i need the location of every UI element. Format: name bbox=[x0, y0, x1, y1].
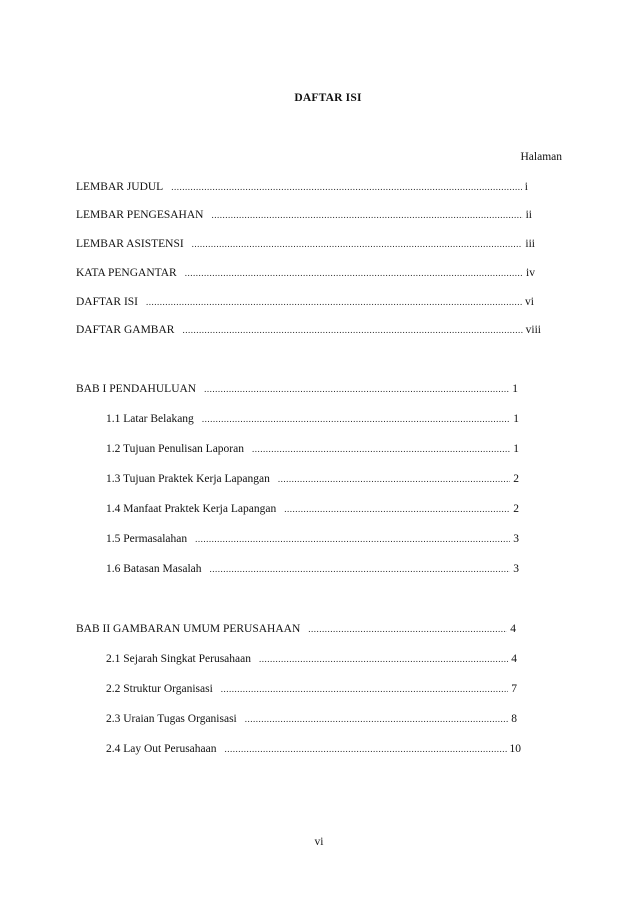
toc-entry-daftar-isi bbox=[76, 294, 534, 310]
dot-leader bbox=[252, 441, 510, 457]
toc-section-1-5 bbox=[106, 531, 519, 547]
toc-section-page: 2 bbox=[513, 503, 519, 515]
dot-leader bbox=[195, 531, 510, 547]
toc-entry-page: iv bbox=[526, 267, 535, 279]
dot-leader bbox=[308, 621, 507, 637]
toc-entry-label: LEMBAR ASISTENSI bbox=[76, 238, 184, 250]
toc-section-label: 1.3 Tujuan Praktek Kerja Lapangan bbox=[106, 473, 270, 485]
toc-entry-lembar-asistensi bbox=[76, 236, 535, 252]
page-number: vi bbox=[314, 836, 324, 848]
toc-entry-page: viii bbox=[525, 324, 541, 336]
toc-entry-lembar-judul bbox=[76, 179, 528, 195]
toc-section-2-4 bbox=[106, 741, 521, 757]
toc-section-2-2 bbox=[106, 681, 517, 697]
toc-section-label: 1.6 Batasan Masalah bbox=[106, 563, 202, 575]
dot-leader bbox=[259, 651, 508, 667]
toc-entry-label: LEMBAR JUDUL bbox=[76, 181, 164, 193]
toc-chapter-label: BAB I PENDAHULUAN bbox=[76, 383, 197, 395]
toc-section-page: 1 bbox=[513, 413, 519, 425]
toc-entry-label: LEMBAR PENGESAHAN bbox=[76, 209, 204, 221]
toc-section-2-1 bbox=[106, 651, 517, 667]
dot-leader bbox=[202, 411, 510, 427]
toc-chapter-page: 4 bbox=[510, 623, 516, 635]
toc-section-page: 3 bbox=[513, 533, 519, 545]
toc-entry-label: DAFTAR ISI bbox=[76, 296, 139, 308]
dot-leader bbox=[210, 561, 511, 577]
toc-section-page: 7 bbox=[511, 683, 517, 695]
toc-section-page: 10 bbox=[509, 743, 521, 755]
toc-section-page: 1 bbox=[513, 443, 519, 455]
toc-section-1-1 bbox=[106, 411, 519, 427]
toc-entry-lembar-pengesahan bbox=[76, 207, 532, 223]
dot-leader bbox=[192, 236, 523, 252]
dot-leader bbox=[204, 381, 509, 397]
toc-section-label: 2.1 Sejarah Singkat Perusahaan bbox=[106, 653, 251, 665]
toc-section-1-3 bbox=[106, 471, 519, 487]
page-title: DAFTAR ISI bbox=[294, 92, 362, 104]
toc-entry-label: KATA PENGANTAR bbox=[76, 267, 177, 279]
toc-entry-page: iii bbox=[525, 238, 535, 250]
toc-section-label: 2.2 Struktur Organisasi bbox=[106, 683, 213, 695]
toc-section-1-4 bbox=[106, 501, 519, 517]
toc-section-label: 2.4 Lay Out Perusahaan bbox=[106, 743, 217, 755]
toc-section-label: 1.1 Latar Belakang bbox=[106, 413, 194, 425]
dot-leader bbox=[221, 681, 508, 697]
dot-leader bbox=[171, 179, 522, 195]
toc-section-label: 1.2 Tujuan Penulisan Laporan bbox=[106, 443, 244, 455]
dot-leader bbox=[284, 501, 510, 517]
dot-leader bbox=[185, 265, 523, 281]
toc-section-1-6 bbox=[106, 561, 519, 577]
toc-chapter-page: 1 bbox=[512, 383, 518, 395]
dot-leader bbox=[146, 294, 522, 310]
toc-chapter-bab-2 bbox=[76, 621, 516, 637]
toc-entry-daftar-gambar bbox=[76, 322, 541, 338]
toc-section-page: 4 bbox=[511, 653, 517, 665]
toc-section-label: 2.3 Uraian Tugas Organisasi bbox=[106, 713, 237, 725]
toc-chapter-bab-1 bbox=[76, 381, 518, 397]
toc-chapter-label: BAB II GAMBARAN UMUM PERUSAHAAN bbox=[76, 623, 301, 635]
toc-section-page: 3 bbox=[513, 563, 519, 575]
toc-section-1-2 bbox=[106, 441, 519, 457]
toc-section-label: 1.4 Manfaat Praktek Kerja Lapangan bbox=[106, 503, 277, 515]
dot-leader bbox=[211, 207, 522, 223]
toc-section-2-3 bbox=[106, 711, 517, 727]
dot-leader bbox=[182, 322, 522, 338]
dot-leader bbox=[278, 471, 510, 487]
page-column-label: Halaman bbox=[520, 151, 562, 163]
toc-entry-label: DAFTAR GAMBAR bbox=[76, 324, 175, 336]
toc-entry-page: i bbox=[524, 181, 528, 193]
toc-entry-kata-pengantar bbox=[76, 265, 535, 281]
toc-section-page: 2 bbox=[513, 473, 519, 485]
dot-leader bbox=[245, 711, 508, 727]
toc-entry-page: ii bbox=[525, 209, 532, 221]
toc-section-page: 8 bbox=[511, 713, 517, 725]
dot-leader bbox=[225, 741, 507, 757]
toc-entry-page: vi bbox=[525, 296, 534, 308]
toc-section-label: 1.5 Permasalahan bbox=[106, 533, 188, 545]
